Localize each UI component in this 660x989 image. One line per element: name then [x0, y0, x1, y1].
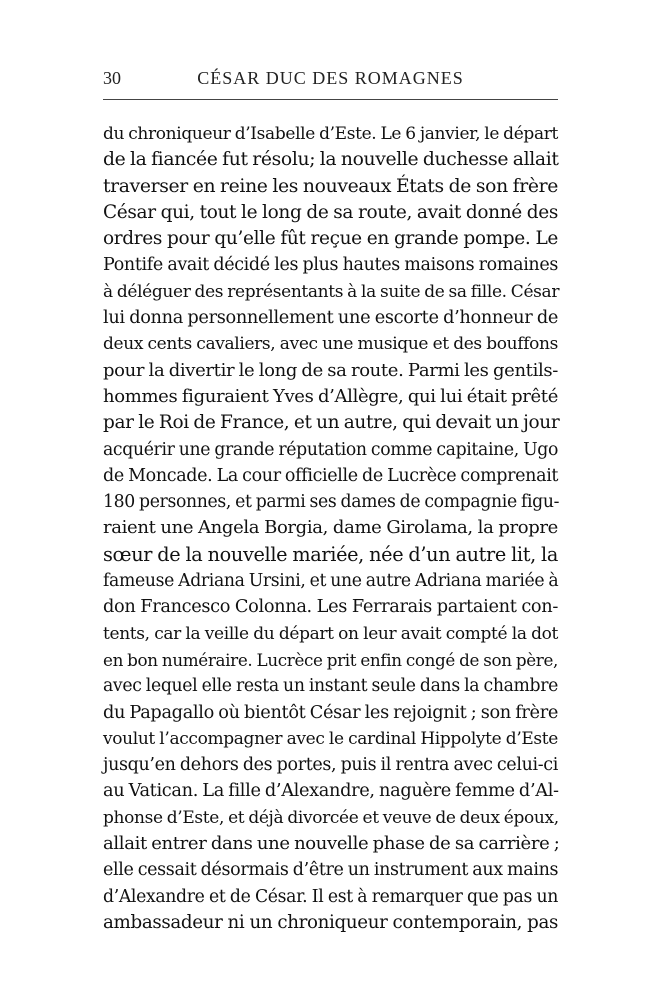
- text-line: acquérir une grande réputation comme capitaine, Ugo: [103, 439, 558, 460]
- text-line: à déléguer des représentants à la suite de sa fille. César: [103, 281, 560, 302]
- text-line: avec lequel elle resta un instant seule dans la chambre: [103, 676, 558, 697]
- text-line: d’Alexandre et de César. Il est à remarquer que pas un: [103, 886, 558, 907]
- text-line: hommes figuraient Yves d’Allègre, qui lui était prêté: [103, 385, 558, 407]
- running-title: CÉSAR DUC DES ROMAGNES: [197, 68, 464, 88]
- text-line: raient une Angela Borgia, dame Girolama, la propre: [103, 517, 558, 539]
- text-line: du Papagallo où bientôt César les rejoignit ; son frère: [103, 702, 558, 723]
- text-line: 180 personnes, et parmi ses dames de compagnie figu-: [103, 492, 560, 513]
- text-line: de la fiancée fut résolu; la nouvelle duchesse allait: [103, 149, 559, 171]
- header-rule: [103, 99, 558, 100]
- text-line: Pontife avait décidé les plus hautes maisons romaines: [103, 255, 558, 276]
- running-head: [103, 66, 558, 90]
- text-line: au Vatican. La fille d’Alexandre, naguère femme d’Al-: [103, 781, 559, 802]
- text-line: traverser en reine les nouveaux États de son frère: [103, 175, 558, 197]
- text-line: voulut l’accompagner avec le cardinal Hippolyte d’Este: [103, 728, 558, 749]
- text-line: sœur de la nouvelle mariée, née d’un autre lit, la: [103, 542, 558, 566]
- text-line: ambassadeur ni un chroniqueur contemporain, pas: [103, 911, 558, 933]
- text-line: jusqu’en dehors des portes, puis il rentra avec celui-ci: [103, 755, 558, 776]
- page-number: 30: [103, 68, 121, 88]
- text-line: lui donna personnellement une escorte d’honneur de: [103, 308, 558, 329]
- text-line: en bon numéraire. Lucrèce prit enfin congé de son père,: [103, 649, 558, 670]
- text-line: pour la divertir le long de sa route. Parmi les gentils-: [103, 359, 558, 381]
- text-line: tents, car la veille du départ on leur avait compté la dot: [103, 623, 558, 644]
- text-line: par le Roi de France, et un autre, qui devait un jour: [103, 412, 560, 434]
- text-line: ordres pour qu’elle fût reçue en grande pompe. Le: [103, 228, 558, 250]
- text-line: don Francesco Colonna. Les Ferrarais partaient con-: [103, 597, 558, 618]
- text-line: deux cents cavaliers, avec une musique et des bouffons: [103, 334, 558, 355]
- text-line: César qui, tout le long de sa route, avait donné des: [103, 201, 558, 223]
- text-line: phonse d’Este, et déjà divorcée et veuve de deux époux,: [103, 807, 559, 828]
- text-line: elle cessait désormais d’être un instrument aux mains: [103, 860, 559, 881]
- text-line: fameuse Adriana Ursini, et une autre Adriana mariée à: [103, 571, 559, 592]
- text-line: de Moncade. La cour officielle de Lucrèce comprenait: [103, 465, 559, 486]
- text-line: allait entrer dans une nouvelle phase de sa carrière ;: [103, 833, 560, 855]
- body-text: [103, 121, 558, 936]
- text-line: du chroniqueur d’Isabelle d’Este. Le 6 janvier, le départ: [103, 124, 558, 144]
